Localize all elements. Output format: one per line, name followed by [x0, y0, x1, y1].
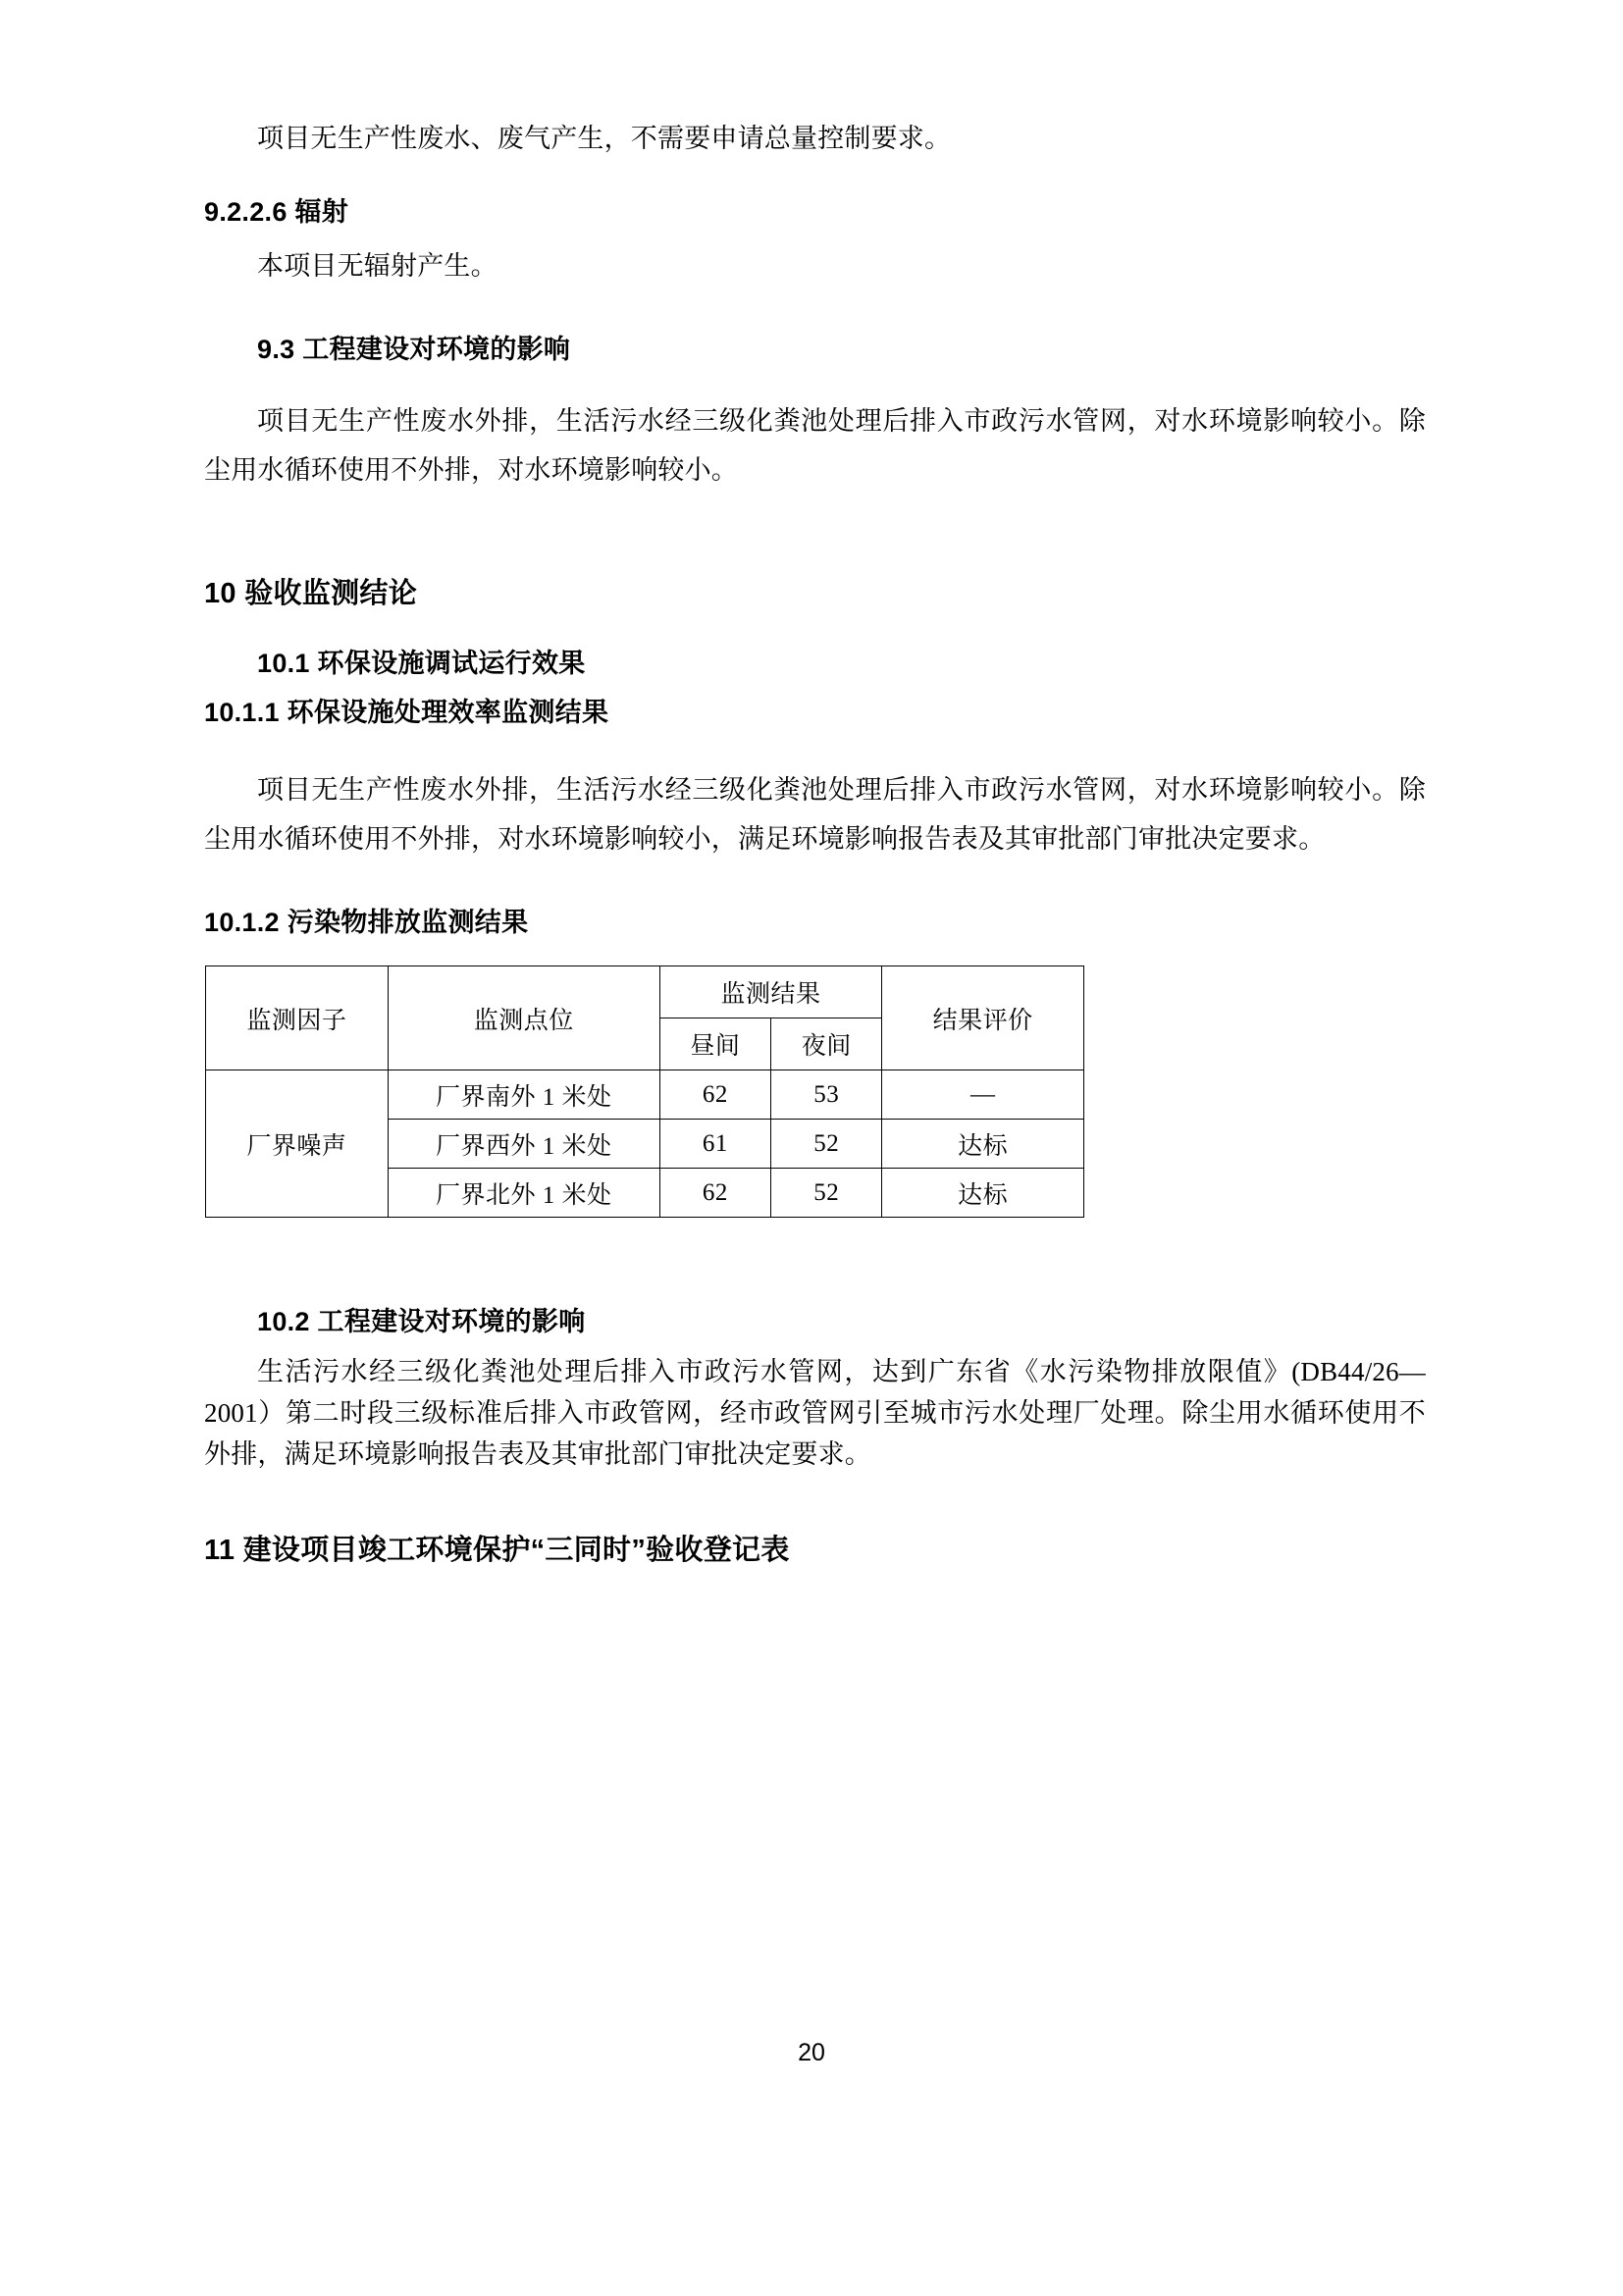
- paragraph-9-2-2-6: 本项目无辐射产生。: [257, 251, 497, 281]
- header-factor: 监测因子: [206, 966, 389, 1070]
- paragraph-10-1-1: 项目无生产性废水外排，生活污水经三级化粪池处理后排入市政污水管网，对水环境影响较小。除尘用水循环使用不外排，对水环境影响较小，满足环境影响报告表及其审批部门审批决定要求。: [204, 775, 1426, 854]
- monitor-table-wrapper: [205, 965, 1084, 1218]
- cell-day: 62: [659, 1169, 770, 1218]
- header-day: 昼间: [659, 1018, 770, 1070]
- header-night: 夜间: [771, 1018, 882, 1070]
- table-row: [206, 1070, 1084, 1120]
- heading-9-3: 9.3 工程建设对环境的影响: [257, 335, 571, 364]
- header-evaluation: 结果评价: [882, 966, 1084, 1070]
- heading-10-1: 10.1 环保设施调试运行效果: [257, 649, 586, 678]
- intro-paragraph: 项目无生产性废水、废气产生，不需要申请总量控制要求。: [257, 124, 952, 153]
- heading-9-2-2-6: 9.2.2.6 辐射: [204, 197, 349, 227]
- cell-point: 厂界南外 1 米处: [388, 1070, 659, 1120]
- page-content: [204, 0, 1426, 1571]
- heading-10: 10 验收监测结论: [204, 578, 418, 609]
- cell-day: 61: [659, 1120, 770, 1169]
- table-header: [206, 966, 1084, 1070]
- cell-evaluation: 达标: [882, 1120, 1084, 1169]
- heading-11: 11 建设项目竣工环境保护“三同时”验收登记表: [204, 1535, 790, 1566]
- cell-point: 厂界西外 1 米处: [388, 1120, 659, 1169]
- cell-evaluation: —: [882, 1070, 1084, 1120]
- cell-point: 厂界北外 1 米处: [388, 1169, 659, 1218]
- monitor-results-table: [205, 965, 1084, 1218]
- heading-10-1-1: 10.1.1 环保设施处理效率监测结果: [204, 698, 609, 727]
- heading-10-1-2: 10.1.2 污染物排放监测结果: [204, 908, 529, 937]
- paragraph-9-3: 项目无生产性废水外排，生活污水经三级化粪池处理后排入市政污水管网，对水环境影响较小。除尘用水循环使用不外排，对水环境影响较小。: [204, 406, 1426, 485]
- cell-night: 52: [771, 1169, 882, 1218]
- table-header-row-1: [206, 966, 1084, 1018]
- cell-day: 62: [659, 1070, 770, 1120]
- paragraph-10-2: 生活污水经三级化粪池处理后排入市政污水管网，达到广东省《水污染物排放限值》(DB44/26—2001）第二时段三级标准后排入市政管网，经市政管网引至城市污水处理厂处理。除尘用水循环使用不外排，满足环境影响报告表及其审批部门审批决定要求。: [204, 1357, 1426, 1469]
- cell-evaluation: 达标: [882, 1169, 1084, 1218]
- heading-10-2: 10.2 工程建设对环境的影响: [257, 1307, 586, 1336]
- cell-night: 52: [771, 1120, 882, 1169]
- cell-night: 53: [771, 1070, 882, 1120]
- table-body: [206, 1070, 1084, 1218]
- page-number: 20: [798, 2039, 825, 2066]
- header-result-group: 监测结果: [659, 966, 882, 1018]
- header-point: 监测点位: [388, 966, 659, 1070]
- cell-factor-label: 厂界噪声: [206, 1070, 389, 1218]
